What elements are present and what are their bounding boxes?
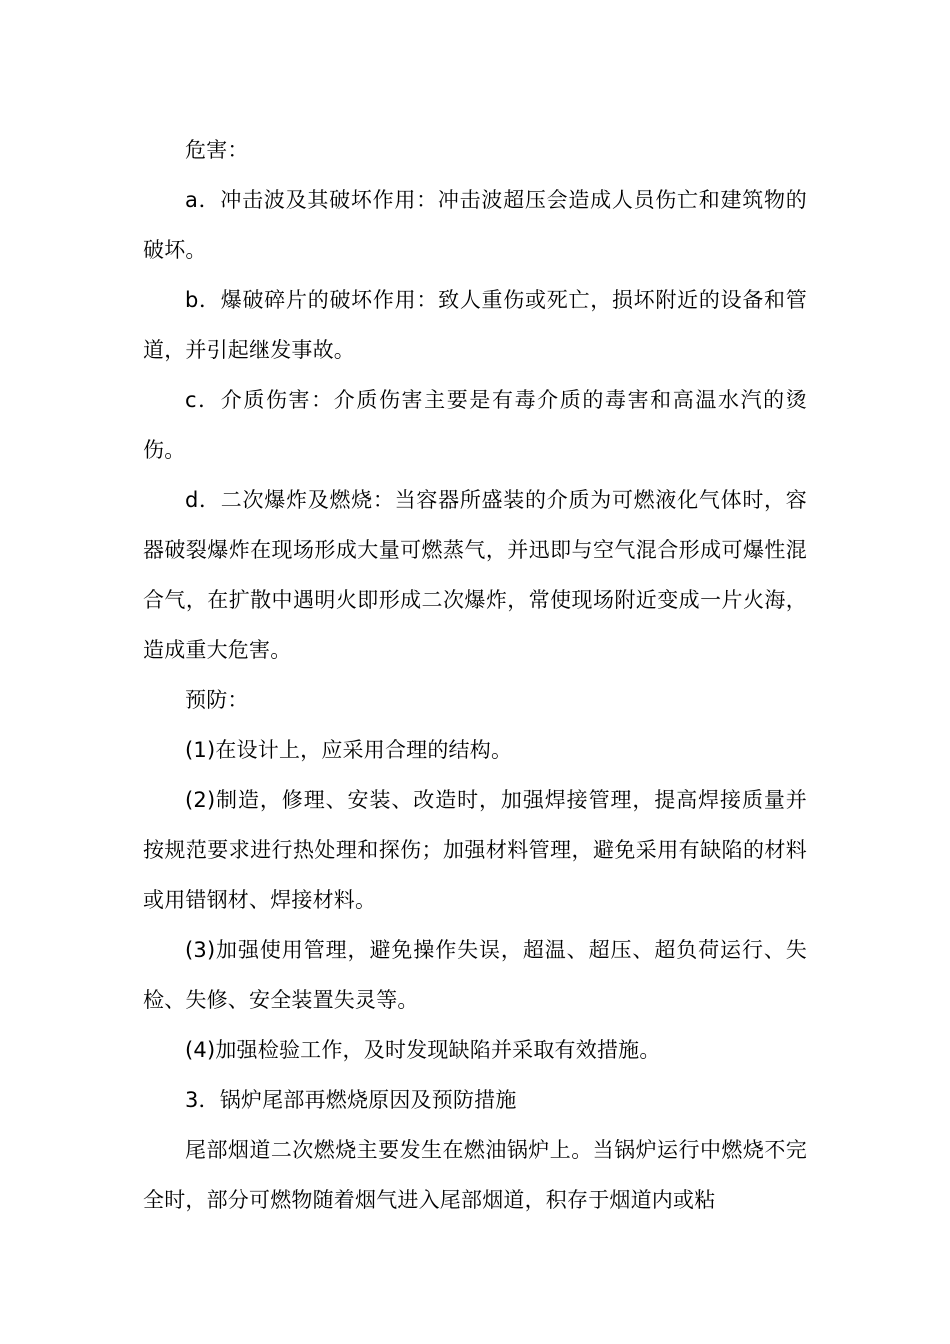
paragraph-prevention-heading: 预防： [185, 688, 249, 712]
paragraph-hazard-b: b．爆破碎片的破坏作用：致人重伤或死亡，损坏附近的设备和管道，并引起继发事故。 [143, 288, 807, 362]
paragraph-prevention-2: (2)制造，修理、安装、改造时，加强焊接管理，提高焊接质量并按规范要求进行热处理和探伤；加强材料管理，避免采用有缺陷的材料或用错钢材、焊接材料。 [143, 788, 807, 912]
paragraph-prevention-1: (1)在设计上，应采用合理的结构。 [185, 738, 513, 762]
paragraph-hazard-heading: 危害： [185, 138, 249, 162]
paragraph-tail-reburning: 尾部烟道二次燃烧主要发生在燃油锅炉上。当锅炉运行中燃烧不完全时，部分可燃物随着烟气进入尾部烟道，积存于烟道内或粘 [143, 1138, 807, 1212]
paragraph-prevention-3: (3)加强使用管理，避免操作失误，超温、超压、超负荷运行、失检、失修、安全装置失灵等。 [143, 938, 807, 1012]
document-body [143, 125, 807, 1225]
paragraph-hazard-d: d．二次爆炸及燃烧：当容器所盛装的介质为可燃液化气体时，容器破裂爆炸在现场形成大量可燃蒸气，并迅即与空气混合形成可爆性混合气，在扩散中遇明火即形成二次爆炸，常使现场附近变成一片火海，造成重大危害。 [143, 488, 807, 662]
paragraph-hazard-c: c．介质伤害：介质伤害主要是有毒介质的毒害和高温水汽的烫伤。 [143, 388, 807, 462]
paragraph-prevention-4: (4)加强检验工作，及时发现缺陷并采取有效措施。 [185, 1038, 661, 1062]
section-heading-3: 3．锅炉尾部再燃烧原因及预防措施 [185, 1088, 517, 1112]
paragraph-hazard-a: a．冲击波及其破坏作用：冲击波超压会造成人员伤亡和建筑物的破坏。 [143, 188, 807, 262]
